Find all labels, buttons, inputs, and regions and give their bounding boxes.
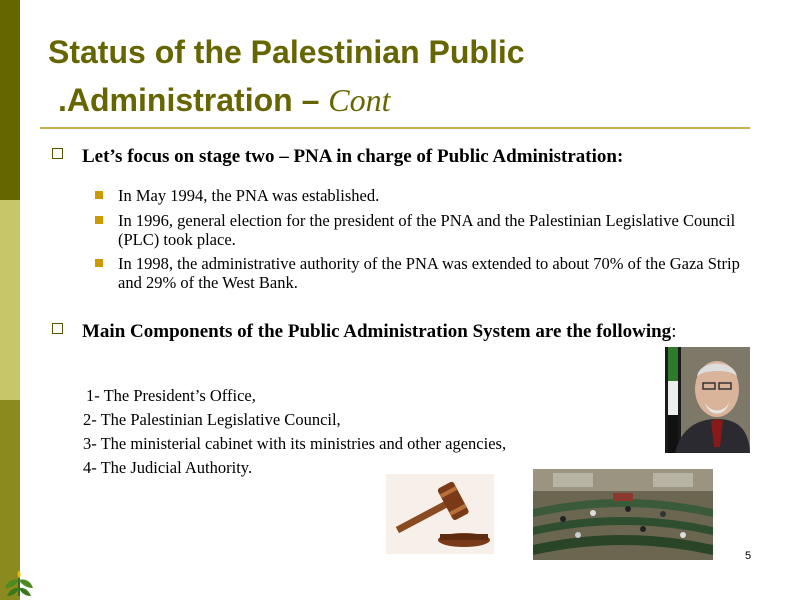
- sub-bullet-text: In 1996, general election for the president of the PNA and the Palestinian Legislative Council (PLC) took place.: [118, 211, 736, 249]
- title-line-2: [48, 76, 525, 124]
- bullet-main-components-text: Main Components of the Public Administration System are the following: [82, 321, 672, 342]
- legislative-council-image: [533, 469, 713, 560]
- sub-bullet-1994: [118, 186, 748, 205]
- bullet-stage-two-text: Let’s focus on stage two – PNA in charge of Public Administration:: [82, 146, 624, 167]
- hollow-square-bullet-icon: [52, 148, 63, 159]
- page-number: 5: [745, 550, 752, 562]
- slide-title: [48, 28, 525, 124]
- decor-bar-middle: [0, 200, 20, 400]
- component-item-1: 1- The President’s Office,: [86, 386, 256, 405]
- title-divider: [40, 127, 750, 129]
- component-item-3: 3- The ministerial cabinet with its ministries and other agencies,: [83, 434, 507, 453]
- sub-bullet-1998: [118, 254, 748, 292]
- leaf-logo-icon: [2, 566, 36, 598]
- square-bullet-icon: [95, 216, 103, 224]
- title-line-2-italic: Cont: [328, 82, 391, 118]
- bullet-main-components-colon: :: [671, 321, 677, 342]
- gavel-image: [386, 474, 494, 554]
- component-item-2: 2- The Palestinian Legislative Council,: [83, 410, 341, 429]
- component-item-4: 4- The Judicial Authority.: [83, 458, 253, 477]
- sub-bullet-text: In May 1994, the PNA was established.: [118, 186, 380, 205]
- bullet-main-components: [82, 321, 702, 342]
- title-line-1: Status of the Palestinian Public: [48, 34, 525, 70]
- title-line-2-main: .Administration –: [58, 82, 329, 118]
- president-portrait-image: [665, 347, 750, 453]
- decor-bar-top: [0, 0, 20, 200]
- hollow-square-bullet-icon: [52, 323, 63, 334]
- sub-bullet-1996: [118, 211, 748, 249]
- bullet-stage-two: [82, 146, 742, 167]
- sub-bullet-text: In 1998, the administrative authority of the PNA was extended to about 70% of the Gaza Strip and 29% of the West Bank.: [118, 254, 740, 292]
- square-bullet-icon: [95, 191, 103, 199]
- square-bullet-icon: [95, 259, 103, 267]
